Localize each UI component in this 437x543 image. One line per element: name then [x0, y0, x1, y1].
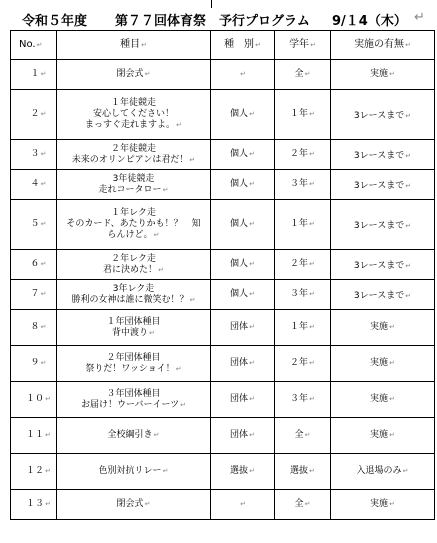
type-value: 個人	[230, 149, 249, 159]
cell-no	[11, 170, 57, 200]
type-value: 個人	[230, 289, 249, 299]
return-mark: ↵	[40, 260, 47, 268]
cell-type	[211, 90, 275, 140]
type-value: 個人	[230, 259, 249, 269]
title-program: 予行プログラム	[219, 14, 310, 29]
cell-status	[331, 170, 435, 200]
cell-grade	[275, 346, 331, 382]
status-value: 3レースまで	[353, 150, 405, 161]
type-value: 団体	[230, 322, 249, 332]
cell-status	[331, 310, 435, 346]
return-mark: ↵	[405, 221, 412, 230]
row-number: ７	[30, 289, 40, 299]
return-mark: ↵	[405, 261, 412, 270]
event-line: １年レク走	[111, 208, 156, 218]
table-row	[11, 250, 435, 280]
grade-value: ２年	[290, 149, 309, 159]
table-row	[11, 346, 435, 382]
return-mark: ↵	[304, 70, 311, 78]
type-value: 団体	[230, 430, 249, 440]
cell-event	[57, 250, 211, 280]
cell-no	[11, 90, 57, 140]
grade-value: ３年	[290, 289, 309, 299]
return-mark: ↵	[249, 220, 255, 228]
grade-value: ３年	[290, 179, 309, 189]
cell-type	[211, 418, 275, 454]
return-mark: ↵	[40, 70, 47, 78]
return-mark: ↵	[158, 265, 164, 274]
return-mark: ↵	[40, 290, 47, 298]
cell-event	[57, 454, 211, 490]
return-mark: ↵	[144, 70, 151, 78]
event-line: 勝利の女神は誰に微笑む！？↵	[71, 294, 196, 305]
return-mark: ↵	[45, 395, 51, 403]
event-line: ２年徒競走	[110, 143, 156, 154]
type-value: 団体	[230, 394, 249, 404]
header-status: 実施の有無↵	[331, 31, 435, 60]
event-line: 安心してください！	[92, 109, 174, 119]
status-value: 3レースまで	[353, 290, 405, 301]
cell-event	[57, 382, 211, 418]
return-mark: ↵	[175, 364, 182, 373]
return-mark: ↵	[249, 290, 255, 298]
cell-status	[331, 490, 435, 520]
return-mark: ↵	[40, 359, 47, 367]
cell-no	[11, 280, 57, 310]
return-mark: ↵	[40, 220, 47, 228]
grade-value: ２年	[290, 259, 309, 269]
cell-grade	[275, 310, 331, 346]
cell-event	[57, 140, 211, 170]
return-mark: ↵	[153, 231, 160, 239]
event-line: ３年団体種目	[106, 388, 161, 399]
return-mark: ↵	[309, 110, 315, 118]
table-row	[11, 200, 435, 250]
cell-no	[11, 490, 57, 520]
return-mark: ↵	[389, 70, 395, 78]
table-row	[11, 90, 435, 140]
cell-status	[331, 90, 435, 140]
event-line: 走れコータロー↵	[98, 184, 169, 195]
row-number: ５	[30, 219, 40, 229]
return-mark: ↵	[162, 185, 169, 194]
return-mark: ↵	[405, 151, 412, 160]
cell-type	[211, 454, 275, 490]
cell-event	[57, 418, 211, 454]
event-line: 閉会式↵	[116, 499, 151, 509]
table-row	[11, 60, 435, 90]
event-line: 君に決めた！↵	[103, 264, 164, 275]
status-value: 3レースまで	[353, 180, 405, 191]
row-number: ３	[30, 149, 40, 159]
return-mark: ↵	[240, 70, 246, 78]
cell-type	[211, 60, 275, 90]
cell-no	[11, 418, 57, 454]
return-mark: ↵	[249, 359, 255, 367]
return-mark: ↵	[309, 467, 315, 475]
cell-event	[57, 490, 211, 520]
cell-event	[57, 170, 211, 200]
cell-grade	[275, 454, 331, 490]
return-mark: ↵	[402, 467, 409, 475]
return-mark: ↵	[309, 395, 315, 403]
cell-no	[11, 200, 57, 250]
table-row	[11, 382, 435, 418]
title-return-mark: ↵	[414, 10, 425, 25]
status-value: 実施	[370, 394, 389, 404]
table-row	[11, 490, 435, 520]
return-mark: ↵	[389, 395, 395, 403]
table-header-row	[11, 31, 435, 60]
cell-status	[331, 382, 435, 418]
grade-value: 全	[294, 69, 304, 79]
return-mark: ↵	[153, 431, 160, 439]
table-row	[11, 454, 435, 490]
grade-value: １年	[290, 109, 309, 119]
event-line: １年団体種目	[106, 316, 161, 327]
cell-event	[57, 346, 211, 382]
text-cursor	[211, 0, 212, 8]
row-number: １３	[26, 499, 45, 509]
event-line: そのカード、あたりかも！？ 知	[66, 219, 201, 229]
return-mark: ↵	[309, 150, 315, 158]
status-value: 3レースまで	[353, 220, 405, 231]
return-mark: ↵	[180, 400, 187, 409]
return-mark: ↵	[389, 359, 395, 367]
cell-type	[211, 310, 275, 346]
cell-grade	[275, 280, 331, 310]
status-value: 実施	[370, 499, 389, 509]
cell-status	[331, 418, 435, 454]
return-mark: ↵	[249, 150, 255, 158]
cell-type	[211, 382, 275, 418]
table-row	[11, 140, 435, 170]
row-number: ９	[30, 358, 40, 368]
event-line: 全校綱引き↵	[107, 430, 160, 440]
return-mark: ↵	[249, 323, 255, 331]
event-line: まっすぐ走れますよ。↵	[85, 120, 182, 130]
cell-event	[57, 200, 211, 250]
return-mark: ↵	[309, 323, 315, 331]
grade-value: 選抜	[290, 466, 309, 476]
cell-type	[211, 250, 275, 280]
cell-event	[57, 60, 211, 90]
table-row	[11, 280, 435, 310]
cell-status	[331, 200, 435, 250]
return-mark: ↵	[45, 431, 51, 439]
cell-type	[211, 490, 275, 520]
row-number: １	[30, 69, 40, 79]
table-row	[11, 418, 435, 454]
cell-status	[331, 454, 435, 490]
grade-value: 全	[294, 499, 304, 509]
title-reiwa: 令和５年度	[22, 14, 88, 29]
type-value: 選抜	[230, 466, 249, 476]
cell-grade	[275, 90, 331, 140]
header-type: 種 別↵	[211, 31, 275, 60]
row-number: ２	[30, 109, 40, 119]
return-mark: ↵	[144, 500, 151, 508]
event-line: １年徒競走	[110, 98, 156, 108]
status-value: 実施	[370, 69, 389, 79]
return-mark: ↵	[40, 110, 47, 118]
event-line: ２年団体種目	[106, 352, 161, 363]
return-mark: ↵	[40, 180, 47, 188]
return-mark: ↵	[309, 220, 315, 228]
row-number: ８	[30, 322, 40, 332]
status-value: 入退場のみ	[356, 466, 402, 476]
cell-type	[211, 140, 275, 170]
cell-grade	[275, 140, 331, 170]
return-mark: ↵	[309, 359, 315, 367]
row-number: １２	[26, 466, 45, 476]
cell-status	[331, 346, 435, 382]
event-line: 未来のオリンピアンは君だ！↵	[71, 154, 196, 165]
status-value: 実施	[370, 322, 389, 332]
return-mark: ↵	[309, 260, 315, 268]
event-line: お届け！ウーバーイーツ↵	[80, 399, 187, 410]
return-mark: ↵	[304, 431, 311, 439]
event-line: 3年レク走	[112, 283, 155, 294]
return-mark: ↵	[189, 155, 196, 164]
return-mark: ↵	[309, 180, 315, 188]
return-mark: ↵	[45, 467, 51, 475]
return-mark: ↵	[304, 500, 311, 508]
type-value: 個人	[230, 219, 249, 229]
status-value: 3レースまで	[353, 110, 405, 121]
row-number: １１	[26, 430, 45, 440]
cell-event	[57, 280, 211, 310]
event-line: 3年徒競走	[112, 173, 155, 184]
type-value: 個人	[230, 179, 249, 189]
cell-no	[11, 310, 57, 346]
return-mark: ↵	[405, 291, 412, 300]
row-number: １０	[26, 394, 45, 404]
cell-type	[211, 346, 275, 382]
return-mark: ↵	[45, 500, 51, 508]
return-mark: ↵	[249, 395, 255, 403]
return-mark: ↵	[176, 121, 182, 129]
status-value: 実施	[370, 358, 389, 368]
header-no: No.↵	[11, 31, 57, 60]
cell-grade	[275, 60, 331, 90]
grade-value: ３年	[290, 394, 309, 404]
event-line: 色別対抗リレー↵	[98, 466, 169, 476]
header-grade: 学年↵	[275, 31, 331, 60]
type-value: 個人	[230, 109, 249, 119]
return-mark: ↵	[405, 111, 412, 120]
cell-status	[331, 140, 435, 170]
cell-grade	[275, 200, 331, 250]
row-number: ６	[30, 259, 40, 269]
return-mark: ↵	[389, 431, 395, 439]
return-mark: ↵	[40, 150, 47, 158]
return-mark: ↵	[40, 323, 47, 331]
cell-no	[11, 346, 57, 382]
grade-value: ２年	[290, 358, 309, 368]
title-date: 9/１4（木）	[332, 14, 407, 29]
cell-type	[211, 200, 275, 250]
cell-no	[11, 454, 57, 490]
return-mark: ↵	[240, 500, 246, 508]
return-mark: ↵	[405, 181, 412, 190]
cell-no	[11, 140, 57, 170]
cell-status	[331, 250, 435, 280]
event-line: 祭りだ！ワッショイ！↵	[85, 363, 182, 374]
return-mark: ↵	[249, 260, 255, 268]
cell-grade	[275, 250, 331, 280]
grade-value: １年	[290, 322, 309, 332]
cell-event	[57, 90, 211, 140]
page-title	[22, 10, 432, 28]
cell-type	[211, 280, 275, 310]
cell-no	[11, 250, 57, 280]
cell-no	[11, 382, 57, 418]
return-mark: ↵	[249, 467, 255, 475]
status-value: 実施	[370, 430, 389, 440]
cell-grade	[275, 170, 331, 200]
title-event: 第７７回体育祭	[115, 14, 207, 29]
cell-event	[57, 310, 211, 346]
cell-grade	[275, 418, 331, 454]
header-event: 種目↵	[57, 31, 211, 60]
return-mark: ↵	[162, 467, 169, 475]
cell-grade	[275, 490, 331, 520]
table-row	[11, 170, 435, 200]
return-mark: ↵	[189, 295, 196, 304]
status-value: 3レースまで	[353, 260, 405, 271]
return-mark: ↵	[309, 290, 315, 298]
type-value: 団体	[230, 358, 249, 368]
cell-grade	[275, 382, 331, 418]
cell-status	[331, 280, 435, 310]
event-line: ２年レク走	[111, 253, 156, 264]
grade-value: １年	[290, 219, 309, 229]
return-mark: ↵	[389, 323, 395, 331]
return-mark: ↵	[249, 431, 255, 439]
event-line: らんけど。↵	[107, 230, 160, 240]
cell-type	[211, 170, 275, 200]
table-row	[11, 310, 435, 346]
grade-value: 全	[294, 430, 304, 440]
cell-no	[11, 60, 57, 90]
event-line: 閉会式↵	[116, 69, 151, 79]
return-mark: ↵	[249, 180, 255, 188]
return-mark: ↵	[389, 500, 395, 508]
event-line: 背中渡り↵	[112, 327, 155, 338]
program-table	[10, 30, 435, 520]
row-number: ４	[30, 179, 40, 189]
return-mark: ↵	[149, 328, 155, 337]
return-mark: ↵	[249, 110, 255, 118]
cell-status	[331, 60, 435, 90]
